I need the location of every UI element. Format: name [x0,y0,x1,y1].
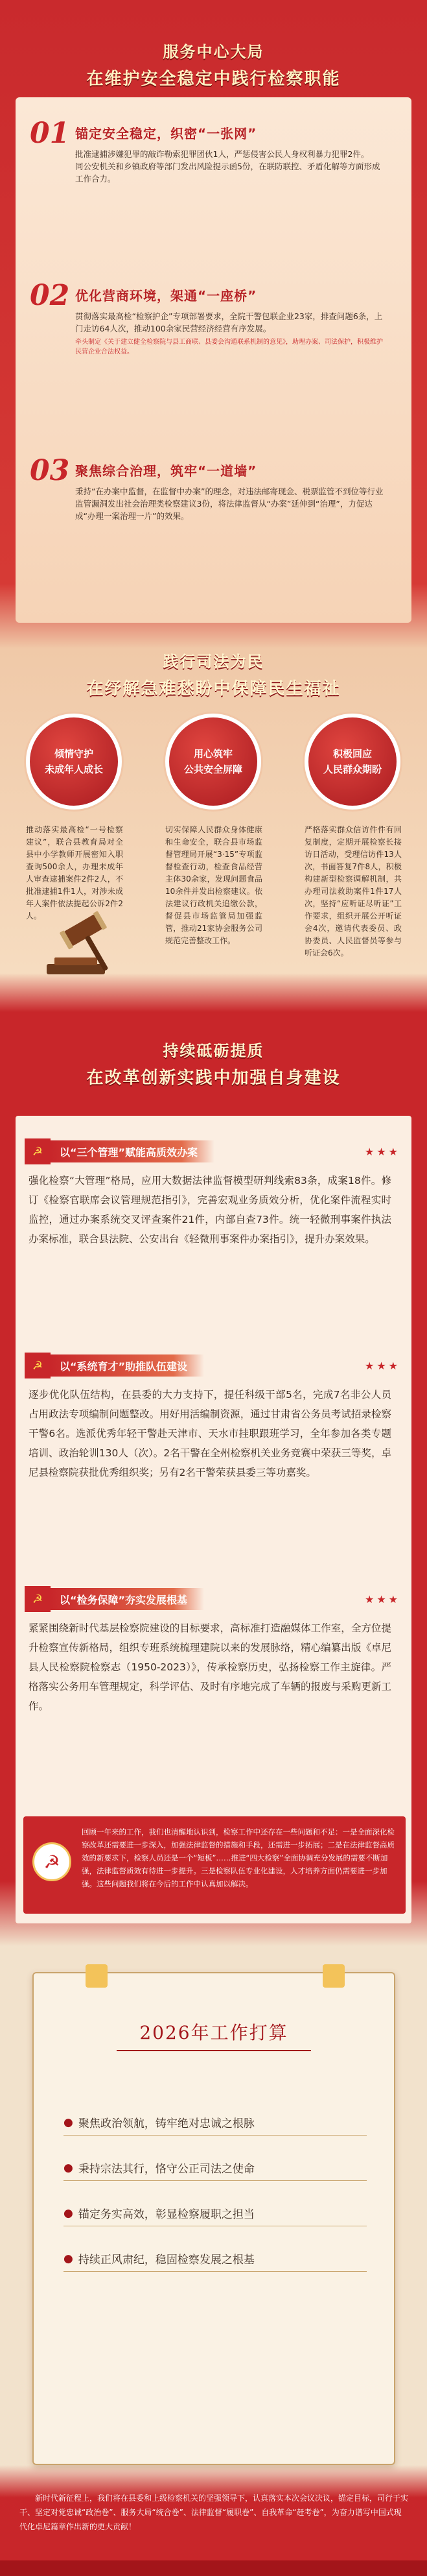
item-heading: 聚焦综合治理，筑牢“一道墙” [75,463,257,479]
bullet-icon: ● [63,2252,73,2265]
section3-title-line1: 持续砥砺提质 [163,1042,264,1060]
item-body [75,485,386,522]
section-justice-for-people [0,636,427,1018]
block-bar-talent [25,1353,400,1378]
item-body-para: 贯彻落实最高检“检察护企”专项部署要求，全院干警包联企业23家，排查问题6条，上门走访64人次，推动100余家民营经济经营有序发展。 [75,311,383,333]
section1-title-line2: 在维护安全稳定中践行检察职能 [86,69,341,89]
block-text-talent: 逐步优化队伍结构，在县委的大力支持下，提任科级干部5名，完成7名非公人员占用政法专项编制问题整改。用好用活编制资源，通过甘肃省公务员考试招录检察干警6名。选派优秀年轻干警赴天津市、天水市挂职跟班学习，全年参加各类专题培训、政治轮训130人（次）。2名干警在全州检察机关业务竞赛中荣获三等奖，卓尼县检察院获批优秀组织奖；另有2名干警荣获县委三等功嘉奖。 [29,1389,391,1478]
block-text-management: 强化检察“大管理”格局，应用大数据法律监督模型研判线索83条，成案18件。修订《检察官联席会议管理规范指引》，完善宏观业务质效分析，优化案件流程实时监控，通过办案系统交叉评查案件21件，内部自查73件。统一轻微刑事案件执法办案标准，联合县法院、公安出台《轻微刑事案件办案指引》，提升办案效果。 [29,1175,391,1245]
item-number: 02 [30,279,70,312]
party-flag-icon: ☭ [25,1586,51,1612]
col-text-expectations: 严格落实群众信访件件有回复制度，定期开展检察长接访日活动，受理信访件13人次，书面答复7件8人，积极构建新型检察调解机制，共办理司法救助案件1件17人次，坚持“应听证尽听证”工作要求，组织开展公开听证会4次，邀请代表委员、政协委员、人民监督员等参与听证会6次。 [305,825,402,957]
block-bar-support [25,1586,400,1612]
section1-title-line1: 服务中心大局 [163,43,264,61]
block-text-support: 紧紧围绕新时代基层检察院建设的目标要求，高标准打造融媒体工作室，全方位提升检察宣传新格局，组织专班系统梳理建院以来的发展脉络，精心编纂出版《卓尼县人民检察院检察志（1950-2023）》，传承检察历史，弘扬检察工作主旋律。严格落实公务用车管理规定，科学评估、及时有序地完成了车辆的报废与采购更新工作。 [29,1622,391,1712]
circle-label: 倾情守护 未成年人成长 [44,748,103,775]
stars-decoration-icon: ★★★ [364,1145,400,1158]
plan-item [63,2246,367,2272]
gavel-icon [40,908,131,980]
circle-people-expectations [305,714,400,810]
plan-item-text: 持续正风肃纪，稳固检察发展之根基 [78,2254,255,2267]
plan-title-text: 2026年工作打算 [139,2022,288,2043]
item-heading: 优化营商环境，架通“一座桥” [75,288,257,304]
section2-title-line2: 在纾解急难愁盼中保障民生福祉 [86,679,341,699]
block-label: 以“三个管理”赋能高质效办案 [51,1140,214,1162]
item-body [75,148,386,185]
plan-item-text: 锚定务实高效，彰显检察履职之担当 [78,2208,255,2221]
block-label: 以“系统育才”助推队伍建设 [51,1354,204,1377]
section-work-plan [0,1953,427,2576]
plan-board [32,1972,395,2465]
col-text-public-safety: 切实保障人民群众身体健康和生命安全，联合县市场监督管理局开展“3·15”专项监督检查行动，检查食品经营主体30余家，发现问题食品10余件并发出检察建议。依法建议行政机关追缴公款，督促县市场监管局加强监管，推动21家协会服务公司规范完善整改工作。 [165,825,262,945]
bullet-icon: ● [63,2206,73,2220]
item-number: 03 [30,454,70,487]
footer-band [0,2560,427,2576]
plan-title [34,2019,394,2051]
stars-decoration-icon: ★★★ [364,1359,400,1372]
section-self-building [0,1018,427,2056]
stars-decoration-icon: ★★★ [364,1593,400,1606]
item-body-para: 秉持“在办案中监督，在监督中办案”的理念，对违法邮寄现金、税票监管不到位等行业监管漏洞发出社会治理类检察建议3份，将法律监督从“办案”延伸到“治理”，力促达成“办理一案治理一片”的效果。 [75,487,384,521]
item-note: 牵头制定《关于建立健全检察院与县工商联、县委会沟通联系机制的意见》，助理办案、司法保护，积极维护民营企业合法权益。 [75,339,383,355]
section2-title-line1: 践行司法为民 [163,653,264,671]
item-body-para: 批准逮捕涉嫌犯罪的敲诈勒索犯罪团伙1人，严惩侵害公民人身权利暴力犯罪2件。 [75,149,369,159]
bullet-icon: ● [63,2115,73,2129]
plan-item-text: 聚焦政治领航，铸牢绝对忠诚之根脉 [78,2117,255,2130]
section3-title [0,1038,427,1089]
summary-text: 回顾一年来的工作，我们也清醒地认识到，检察工作中还存在一些问题和不足：一是全面深化检察改革还需要进一步深入，加强法律监督的措施和手段，还需进一步拓展；二是在法律监督高质效的新要求下，检察人员还是一个“短板”……推进“四大检察”全面协调充分发展的需要不断加强，法律监督质效有待进一步提升。三是检察队伍专业化建设，人才培养方面仍需要进一步加强。这些问题我们将在今后的工作中认真加以解决。 [82,1827,395,1888]
closing-paragraph: 新时代新征程上，我们将在县委和上级检察机关的坚强领导下，认真落实本次会议决议，锚定目标，司行于实干、坚定对党忠诚“政治卷”、服务大局“统合卷”、法律监督“履职卷”、自我革命“赶考卷”，为奋力谱写中国式现代化卓尼篇章作出新的更大贡献！ [19,2494,409,2531]
party-flag-icon: ☭ [25,1138,51,1164]
bullet-icon: ● [63,2161,73,2174]
plan-item [63,2155,367,2181]
item-body-para: 同公安机关和乡镇政府等部门发出风险提示函5份，在联防联控、矛盾化解等方面形成工作合力。 [75,162,380,184]
plan-item-text: 秉持宗法其行，恪守公正司法之使命 [78,2163,255,2176]
plan-item [63,2110,367,2136]
circle-protect-minors [26,714,122,810]
section1-title [0,39,427,90]
clip-icon [323,1964,345,1988]
block-label: 以“检务保障”夯实发展根基 [51,1588,204,1610]
col-text-minors: 推动落实最高检“一号检察建议”，联合县教育局对全县中小学教师开展密知入职查询500余人，办理未成年人审查逮捕案件2件2人，不批准逮捕1件1人，对涉未成年人案件依法提起公诉2件2人。 [26,825,123,921]
party-emblem-icon: ☭ [32,1842,71,1881]
circle-public-safety [165,714,261,810]
party-flag-icon: ☭ [25,1353,51,1378]
plan-item [63,2200,367,2226]
section-serve-overall [0,0,427,636]
circle-label: 积极回应 人民群众期盼 [323,748,382,775]
section2-title [0,649,427,699]
clip-icon [86,1964,108,1988]
circle-label: 用心筑牢 公共安全屏障 [183,748,242,775]
item-body [75,310,386,357]
plan-title-underline [117,2050,311,2051]
section3-title-line2: 在改革创新实践中加强自身建设 [86,1068,341,1088]
block-bar-management [25,1138,400,1164]
item-number: 01 [30,117,70,150]
item-heading: 锚定安全稳定，织密“一张网” [75,126,257,141]
section1-panel [16,97,411,623]
summary-box [23,1816,406,1914]
